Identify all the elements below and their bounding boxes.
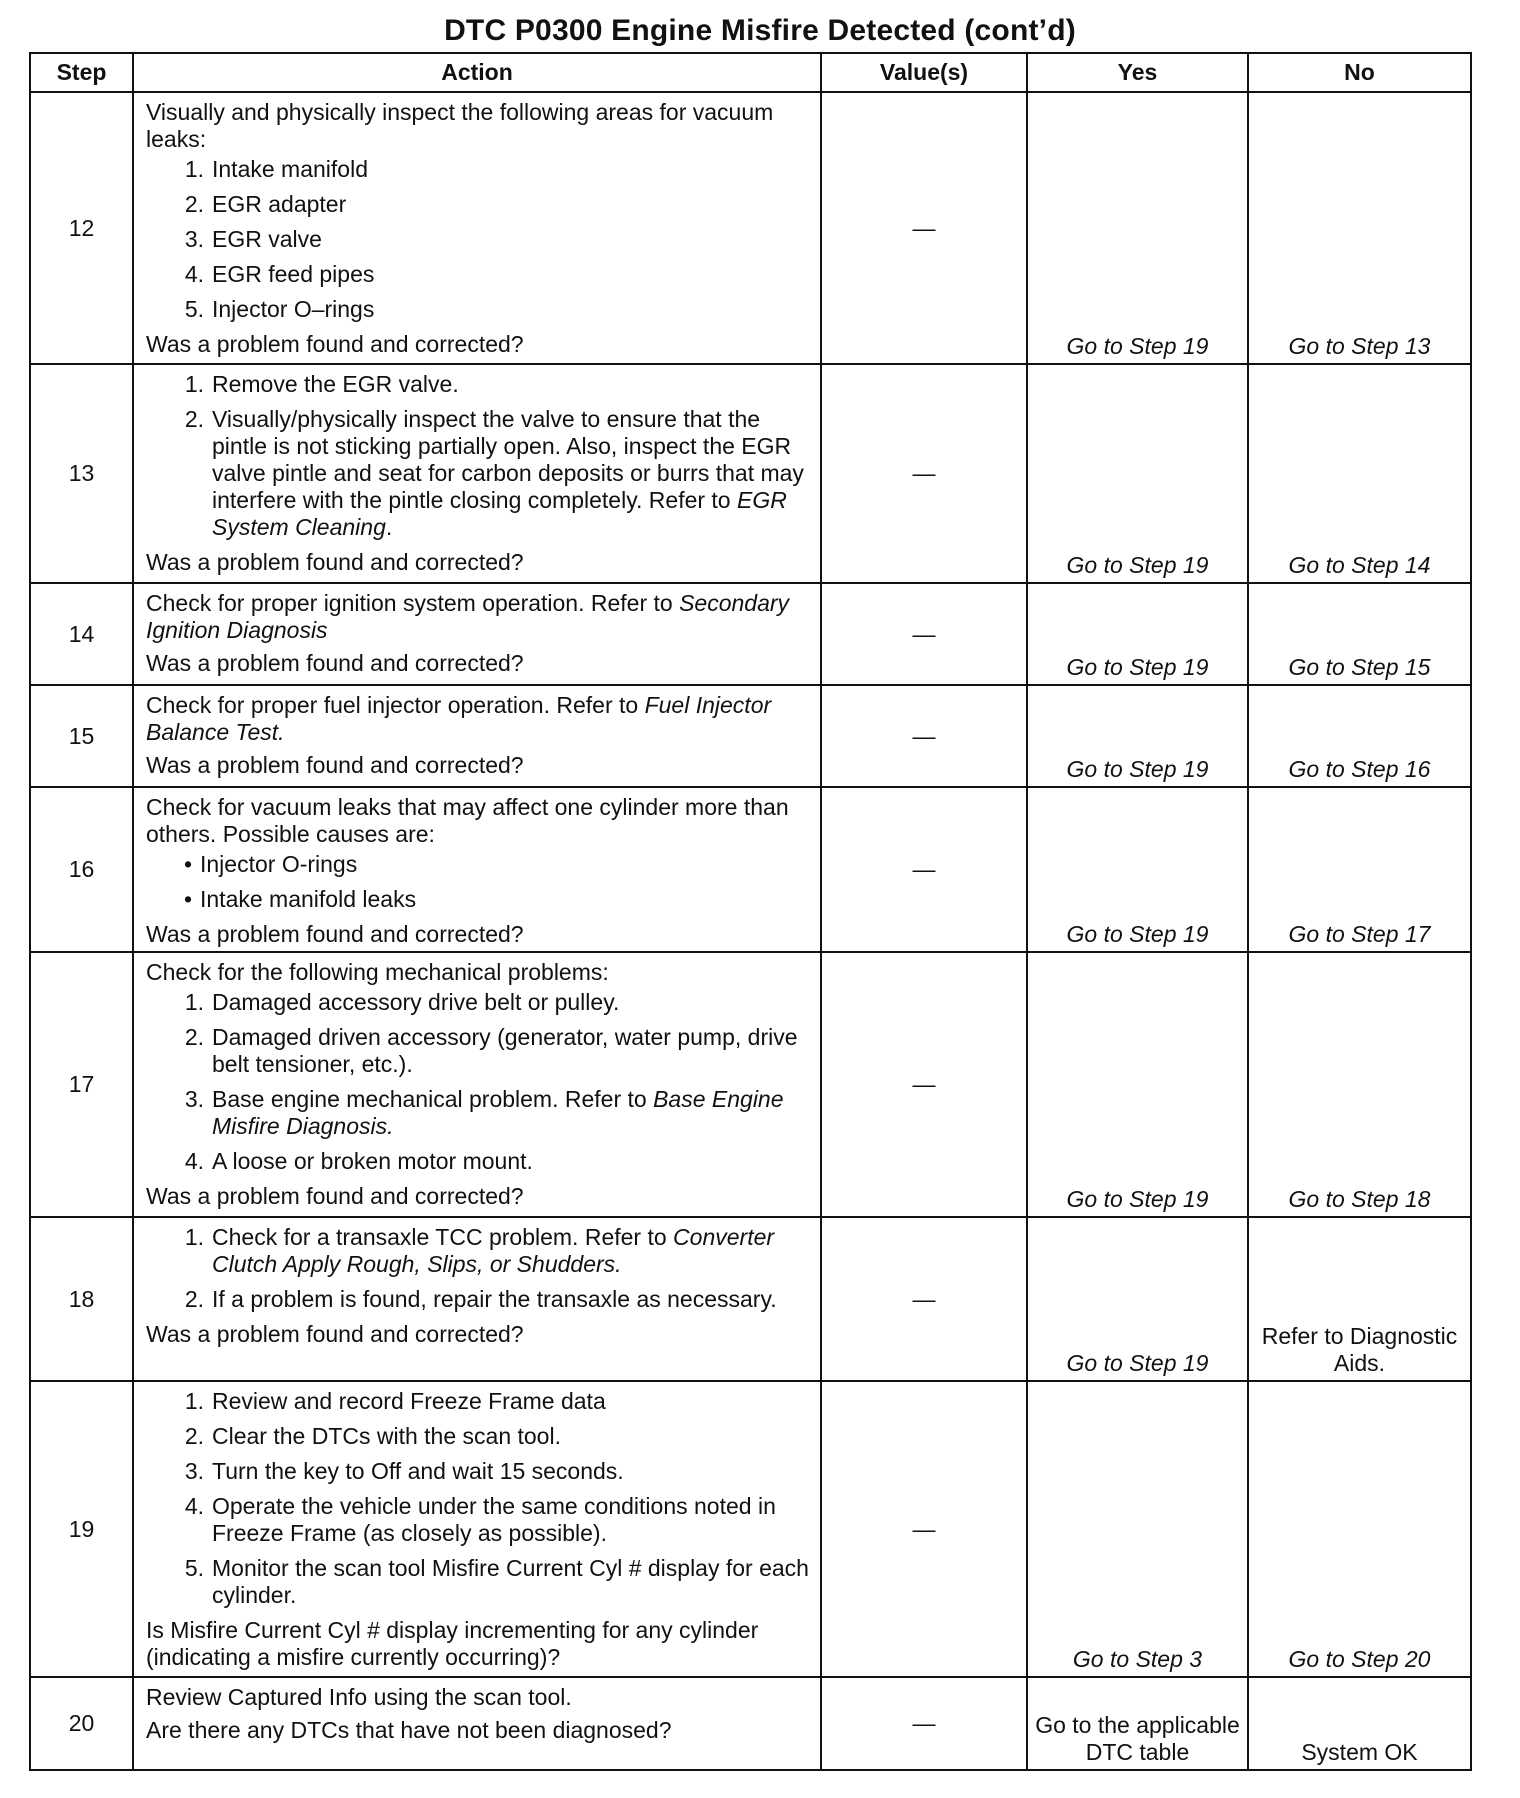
action-question: Was a problem found and corrected? (146, 331, 524, 357)
list-item: 2. Visually/physically inspect the valve to ensure that the pintle is not sticking partially open. Also, inspect the EGR valve pintle and seat for carbon deposits or burrs that may interfere with the pintle closing completely. Refer to EGR System Cleaning. (184, 406, 804, 540)
numbered-list (146, 1388, 812, 1609)
action-text: Check for proper ignition system operation. Refer to Secondary Ignition Diagnosis (146, 590, 790, 643)
action-text: Review Captured Info using the scan tool. (146, 1684, 572, 1710)
action-question: Was a problem found and corrected? (146, 549, 524, 575)
value-cell: — (821, 364, 1027, 583)
reference-link-text: Secondary Ignition Diagnosis (146, 590, 790, 643)
value-cell: — (821, 1217, 1027, 1381)
value-cell: — (821, 1677, 1027, 1770)
list-item: 3. Base engine mechanical problem. Refer to Base Engine Misfire Diagnosis. (184, 1086, 784, 1139)
action-question: Was a problem found and corrected? (146, 650, 524, 676)
step-number: 16 (30, 787, 133, 952)
numbered-list (146, 156, 812, 323)
header-yes: Yes (1027, 53, 1248, 92)
list-item: 5. Monitor the scan tool Misfire Current Cyl # display for each cylinder. (184, 1555, 809, 1608)
action-question: Was a problem found and corrected? (146, 1321, 524, 1347)
yes-cell: Go to Step 19 (1027, 1217, 1248, 1381)
yes-cell: Go to Step 19 (1027, 787, 1248, 952)
list-item: 2. Clear the DTCs with the scan tool. (184, 1423, 561, 1449)
action-intro: Check for the following mechanical problems: (146, 959, 609, 985)
reference-link-text: Converter Clutch Apply Rough, Slips, or Shudders. (212, 1224, 775, 1277)
list-item: 5. Injector O–rings (184, 296, 375, 322)
table-row (30, 952, 1471, 1217)
action-question: Was a problem found and corrected? (146, 921, 524, 947)
value-cell: — (821, 685, 1027, 787)
page-title: DTC P0300 Engine Misfire Detected (cont’d) (444, 14, 1076, 47)
action-cell (133, 364, 821, 583)
action-intro: Check for vacuum leaks that may affect one cylinder more than others. Possible causes are: (146, 794, 789, 847)
action-question: Was a problem found and corrected? (146, 752, 524, 778)
numbered-list (146, 989, 812, 1175)
table-row (30, 787, 1471, 952)
action-intro: Visually and physically inspect the following areas for vacuum leaks: (146, 99, 774, 152)
header-values: Value(s) (821, 53, 1027, 92)
numbered-list (146, 1224, 812, 1313)
list-item: 4. EGR feed pipes (184, 261, 375, 287)
action-cell (133, 685, 821, 787)
list-item: 2. Damaged driven accessory (generator, water pump, drive belt tensioner, etc.). (184, 1024, 798, 1077)
action-cell (133, 1677, 821, 1770)
reference-link-text: EGR System Cleaning (212, 487, 787, 540)
bullet-list (146, 851, 812, 913)
no-cell: Refer to Diagnostic Aids. (1248, 1217, 1471, 1381)
diagnostic-table (29, 52, 1472, 1771)
step-number: 12 (30, 92, 133, 364)
list-item: 1. Remove the EGR valve. (184, 371, 459, 397)
step-number: 19 (30, 1381, 133, 1677)
list-item: • Injector O-rings (183, 851, 358, 877)
step-number: 13 (30, 364, 133, 583)
header-no: No (1248, 53, 1471, 92)
numbered-list (146, 371, 812, 541)
yes-cell: Go to Step 19 (1027, 92, 1248, 364)
header-step: Step (30, 53, 133, 92)
list-item: 2. If a problem is found, repair the transaxle as necessary. (184, 1286, 777, 1312)
no-cell: Go to Step 13 (1248, 92, 1471, 364)
table-row (30, 583, 1471, 685)
action-cell (133, 92, 821, 364)
step-number: 18 (30, 1217, 133, 1381)
action-question: Is Misfire Current Cyl # display incrementing for any cylinder (indicating a misfire currently occurring)? (146, 1617, 759, 1670)
no-cell: Go to Step 14 (1248, 364, 1471, 583)
list-item: 2. EGR adapter (184, 191, 347, 217)
no-cell: Go to Step 17 (1248, 787, 1471, 952)
reference-link-text: Base Engine Misfire Diagnosis. (212, 1086, 784, 1139)
list-item: 4. Operate the vehicle under the same conditions noted in Freeze Frame (as closely as possible). (184, 1493, 776, 1546)
yes-cell: Go to Step 19 (1027, 685, 1248, 787)
table-row (30, 1381, 1471, 1677)
header-action: Action (133, 53, 821, 92)
step-number: 15 (30, 685, 133, 787)
list-item: 1. Damaged accessory drive belt or pulley. (184, 989, 620, 1015)
list-item: • Intake manifold leaks (183, 886, 417, 912)
table-row (30, 1217, 1471, 1381)
list-item: 1. Check for a transaxle TCC problem. Refer to Converter Clutch Apply Rough, Slips, or Shudders. (184, 1224, 775, 1277)
action-question: Are there any DTCs that have not been diagnosed? (146, 1717, 672, 1743)
no-cell: Go to Step 18 (1248, 952, 1471, 1217)
action-question: Was a problem found and corrected? (146, 1183, 524, 1209)
no-cell: Go to Step 20 (1248, 1381, 1471, 1677)
table-row (30, 685, 1471, 787)
table-row (30, 1677, 1471, 1770)
yes-cell: Go to Step 19 (1027, 583, 1248, 685)
action-text: Check for proper fuel injector operation. Refer to Fuel Injector Balance Test. (146, 692, 772, 745)
step-number: 17 (30, 952, 133, 1217)
value-cell: — (821, 1381, 1027, 1677)
action-cell (133, 787, 821, 952)
action-cell (133, 1381, 821, 1677)
action-cell (133, 583, 821, 685)
yes-cell: Go to the applicable DTC table (1027, 1677, 1248, 1770)
table-header-row (30, 53, 1471, 92)
reference-link-text: Fuel Injector Balance Test. (146, 692, 772, 745)
list-item: 1. Review and record Freeze Frame data (184, 1388, 606, 1414)
value-cell: — (821, 952, 1027, 1217)
no-cell: Go to Step 15 (1248, 583, 1471, 685)
action-cell (133, 1217, 821, 1381)
list-item: 3. EGR valve (184, 226, 322, 252)
action-cell (133, 952, 821, 1217)
yes-cell: Go to Step 3 (1027, 1381, 1248, 1677)
yes-cell: Go to Step 19 (1027, 364, 1248, 583)
list-item: 3. Turn the key to Off and wait 15 seconds. (184, 1458, 624, 1484)
value-cell: — (821, 92, 1027, 364)
list-item: 1. Intake manifold (184, 156, 368, 182)
value-cell: — (821, 583, 1027, 685)
step-number: 20 (30, 1677, 133, 1770)
yes-cell: Go to Step 19 (1027, 952, 1248, 1217)
table-row (30, 364, 1471, 583)
no-cell: Go to Step 16 (1248, 685, 1471, 787)
list-item: 4. A loose or broken motor mount. (184, 1148, 533, 1174)
table-row (30, 92, 1471, 364)
no-cell: System OK (1248, 1677, 1471, 1770)
step-number: 14 (30, 583, 133, 685)
value-cell: — (821, 787, 1027, 952)
